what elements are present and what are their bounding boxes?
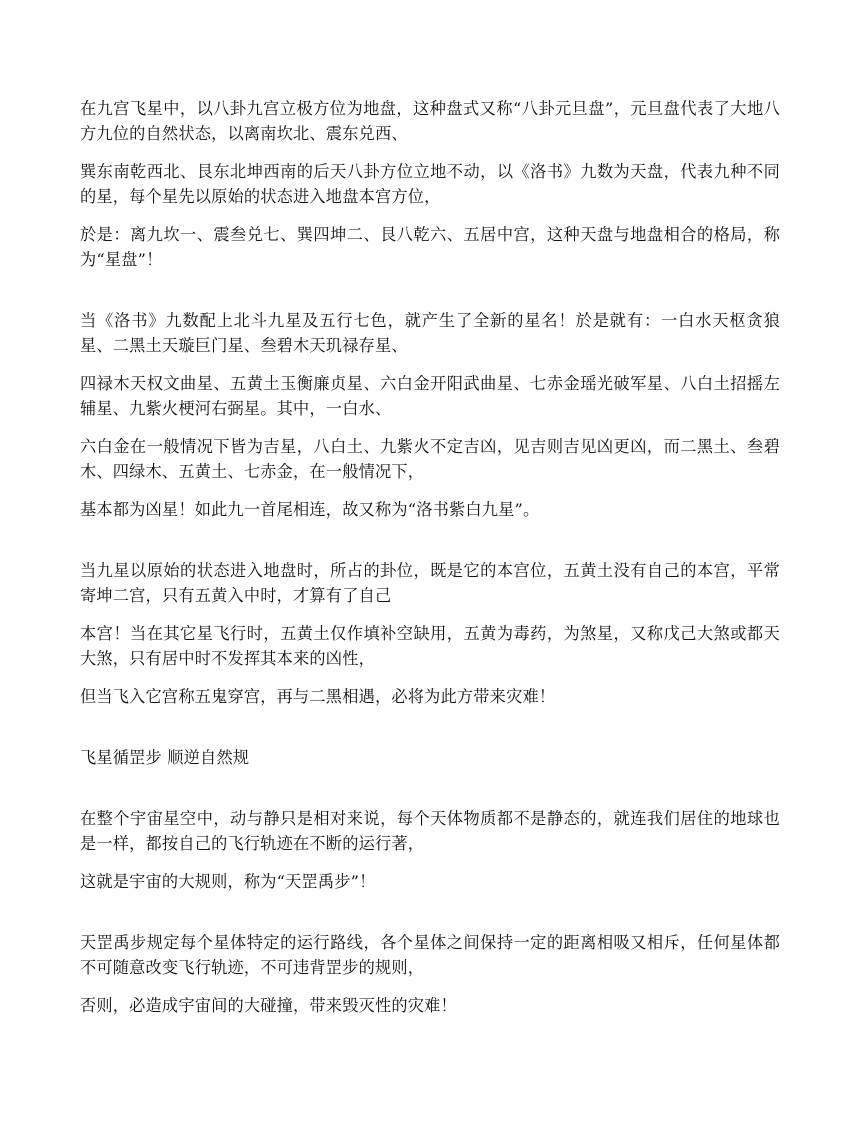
paragraph-home-palace: 当九星以原始的状态进入地盘时，所占的卦位，既是它的本宫位，五黄土没有自己的本宫，平常寄坤二宫，只有五黄入中时，才算有了自己 — [80, 561, 780, 605]
paragraph-heaven-plate: 巽东南乾西北、艮东北坤西南的后天八卦方位立地不动，以《洛书》九数为天盘，代表九种不同的星，每个星先以原始的状态进入地盘本宫方位， — [80, 162, 780, 206]
document-body — [80, 96, 780, 1031]
paragraph-universe-motion: 在整个宇宙星空中，动与静只是相对来说，每个天体物质都不是静态的，就连我们居住的地球也是一样，都按自己的飞行轨迹在不断的运行著， — [80, 809, 780, 853]
paragraph-star-paths: 天罡禹步规定每个星体特定的运行路线，各个星体之间保持一定的距离相吸又相斥，任何星体都不可随意改变飞行轨迹，不可违背罡步的规则， — [80, 933, 780, 977]
paragraph-collision: 否则，必造成宇宙间的大碰撞，带来毁灭性的灾难！ — [80, 996, 457, 1015]
paragraph-great-rule: 这就是宇宙的大规则，称为“天罡禹步”！ — [80, 872, 376, 891]
paragraph-star-plate: 於是：离九坎一、震叁兑七、巽四坤二、艮八乾六、五居中宫，这种天盘与地盘相合的格局，称为“星盘”！ — [80, 225, 780, 269]
paragraph-five-yellow: 本宫！当在其它星飞行时，五黄土仅作填补空缺用，五黄为毒药，为煞星，又称戊己大煞或都天大煞，只有居中时不发挥其本来的凶性， — [80, 624, 780, 668]
paragraph-nine-star-names-cont: 四禄木天权文曲星、五黄土玉衡廉贞星、六白金开阳武曲星、七赤金瑶光破军星、八白土招摇左辅星、九紫火梗河右弼星。其中，一白水、 — [80, 374, 780, 418]
paragraph-nine-star-names: 当《洛书》九数配上北斗九星及五行七色，就产生了全新的星名！於是就有：一白水天枢贪狼星、二黑土天璇巨门星、叁碧木天玑禄存星、 — [80, 311, 780, 355]
paragraph-auspicious-stars: 六白金在一般情况下皆为吉星，八白土、九紫火不定吉凶，见吉则吉见凶更凶，而二黑土、叁碧木、四绿木、五黄土、七赤金，在一般情况下， — [80, 437, 780, 481]
section-heading: 飞星循罡步 顺逆自然规 — [80, 748, 250, 767]
paragraph-inauspicious-stars: 基本都为凶星！如此九一首尾相连，故又称为“洛书紫白九星”。 — [80, 500, 540, 519]
paragraph-earth-plate: 在九宫飞星中，以八卦九宫立极方位为地盘，这种盘式又称“八卦元旦盘”，元旦盘代表了大地八方九位的自然状态，以离南坎北、震东兑西、 — [80, 99, 780, 143]
paragraph-five-ghosts: 但当飞入它宫称五鬼穿宫，再与二黑相遇，必将为此方带来灾难！ — [80, 687, 556, 706]
